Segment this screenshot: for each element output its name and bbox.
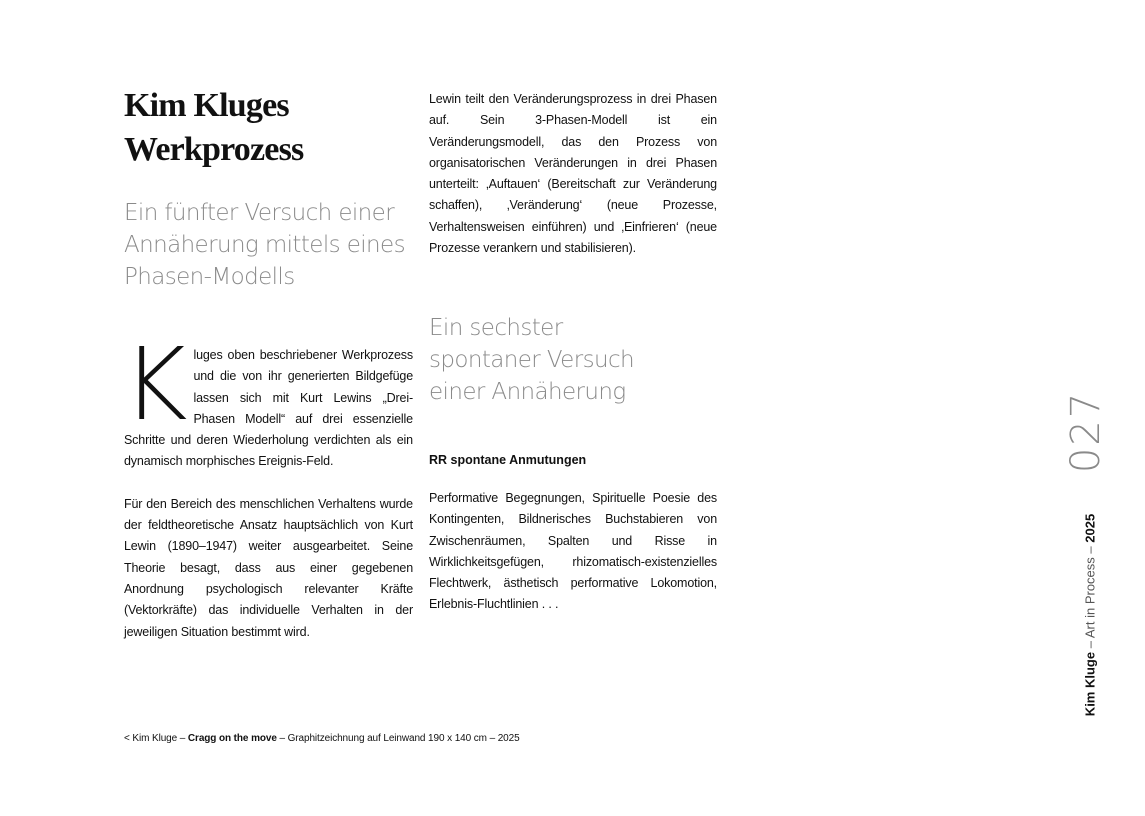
image-caption (124, 733, 520, 744)
running-footer (1083, 514, 1098, 716)
section-subtitle-line-1: Ein sechster (429, 315, 563, 341)
page-title (124, 84, 414, 172)
page-subtitle (124, 197, 419, 293)
right-column-top (429, 89, 717, 259)
title-line-2: Werkprozess (124, 131, 304, 168)
footer-separator-1: – (1082, 641, 1098, 649)
caption-details: – Graphitzeichnung auf Leinwand 190 x 140 cm – 2025 (279, 733, 520, 744)
section-subtitle-line-2: spontaner Versuch (429, 347, 634, 373)
footer-year: 2025 (1082, 513, 1098, 543)
right-paragraph-1: Lewin teilt den Veränderungsprozess in drei Phasen auf. Sein 3-Phasen-Modell ist ein Veränderungsmodell, das den Prozess von organisatorischen Veränderungen in drei Phasen unterteilt: ‚Auftauen‘ (Bereitschaft zur Veränderung schaffen), ‚Veränderung‘ (neue Prozesse, Verhaltensweisen einführen) und ‚Einfrieren‘ (neue Prozesse verankern und stabilisieren). (429, 92, 717, 256)
caption-prefix: < Kim Kluge – (124, 733, 186, 744)
right-column-bottom (429, 453, 717, 616)
left-paragraph-1 (122, 326, 413, 473)
right-paragraph-2: Performative Begegnungen, Spirituelle Poesie des Kontingenten, Bildnerisches Buchstabieren von Zwischenräumen, Spalten und Risse in Wirklichkeitsgefügen, rhizomatisch-existenzielles Flechtwerk, ästhetisch performative Lokomotion, Erlebnis-Fluchtlinien . . . (429, 491, 717, 612)
section-subtitle-line-3: einer Annäherung (429, 379, 626, 405)
subtitle-line-2: Annäherung mittels eines (124, 232, 405, 258)
drop-cap: K (122, 326, 188, 443)
title-line-1: Kim Kluges (124, 87, 289, 124)
left-paragraph-1-text: luges oben beschriebener Werkprozess und die von ihr generierten Bildgefüge lassen sich mit Kurt Lewins „Drei-Phasen Modell“ auf drei essenzielle Schritte und deren Wiederholung verdichten als ein dynamisch morphisches Ereignis-Feld. (124, 348, 413, 469)
footer-publication: Art in Process (1082, 557, 1098, 639)
left-column (122, 326, 413, 643)
subtitle-line-3: Phasen-Modells (124, 264, 295, 290)
footer-author: Kim Kluge (1082, 651, 1098, 717)
section-subtitle (429, 312, 719, 408)
footer-separator-2: – (1082, 546, 1098, 554)
caption-work-title: Cragg on the move (187, 733, 277, 744)
subtitle-line-1: Ein fünfter Versuch einer (124, 200, 395, 226)
section-heading: RR spontane Anmutungen (429, 453, 587, 467)
page-number: 027 (1063, 390, 1109, 474)
left-paragraph-2: Für den Bereich des menschlichen Verhaltens wurde der feldtheoretische Ansatz hauptsächlich von Kurt Lewin (1890–1947) weiter ausgearbeitet. Seine Theorie besagt, dass aus einer gegebenen Anordnung psychologisch relevanter Kräfte (Vektorkräfte) das individuelle Verhalten in der jeweiligen Situation bestimmt wird. (124, 496, 413, 639)
